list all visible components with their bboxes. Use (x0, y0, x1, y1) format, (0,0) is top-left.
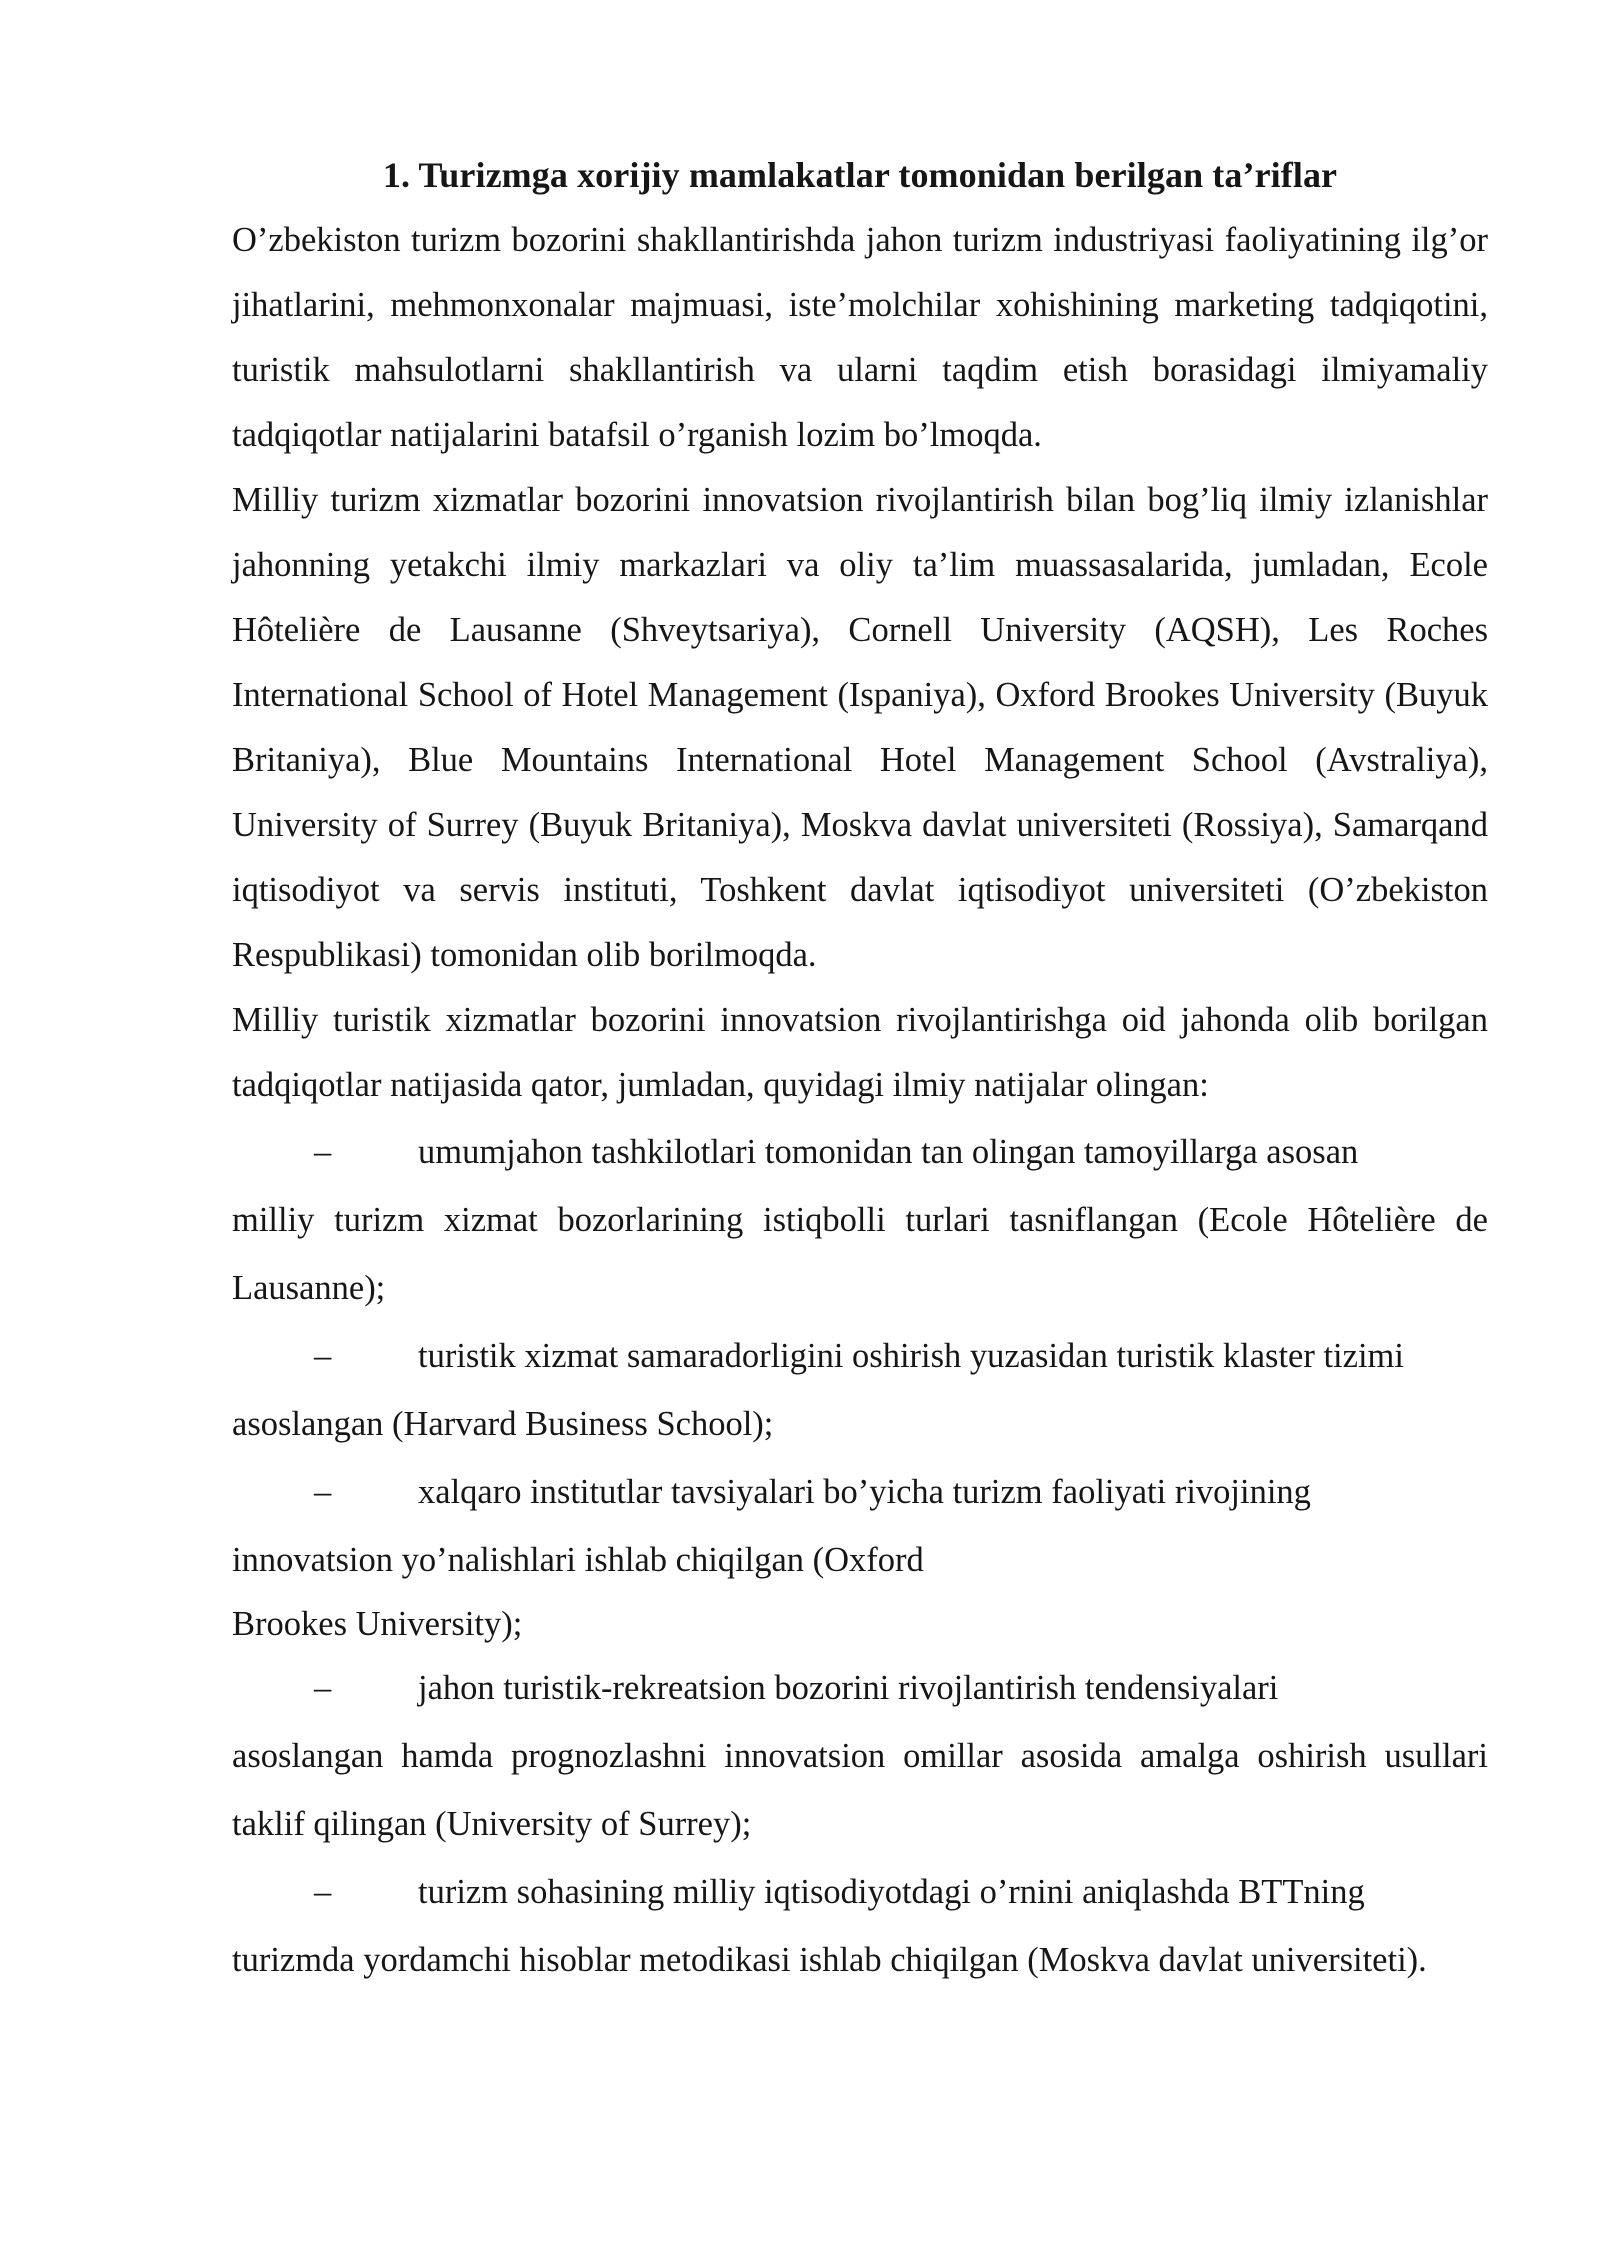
bullet-first-line (232, 1118, 1488, 1186)
bullet-first-text: xalqaro institutlar tavsiyalari bo’yicha turizm faoliyati rivojining (418, 1473, 1311, 1511)
dash-marker: – (314, 1133, 332, 1171)
bullet-item (232, 1858, 1488, 1994)
dash-marker: – (314, 1337, 332, 1375)
bullet-continuation: Brookes University); (232, 1605, 523, 1643)
section-heading: 1. Turizmga xorijiy mamlakatlar tomonidan berilgan ta’riflar (382, 155, 1338, 195)
dash-marker: – (314, 1669, 332, 1707)
bullet-item (232, 1118, 1488, 1322)
paragraph-research-centers: Milliy turizm xizmatlar bozorini innovatsion rivojlantirish bilan bog’liq ilmiy izlanishlar jahonning yetakchi ilmiy markazlari va oliy ta’lim muassasalarida, jumladan, Ecole Hôtelière de Lausanne (Shveytsariya), Cornell University (AQSH), Les Roches International School of Hotel Management (Ispaniya), Oxford Brookes University (Buyuk Britaniya), Blue Mountains International Hotel Management School (Avstraliya), University of Surrey (Buyuk Britaniya), Moskva davlat universiteti (Rossiya), Samarqand iqtisodiyot va servis instituti, Toshkent davlat iqtisodiyot universiteti (O’zbekiston Respublikasi) tomonidan olib borilmoqda. (232, 481, 1488, 974)
bullet-first-text: turizm sohasining milliy iqtisodiyotdagi o’rnini aniqlashda BTTning (418, 1873, 1365, 1911)
bullet-item (232, 1654, 1488, 1858)
bullet-continuation: asoslangan (Harvard Business School); (232, 1405, 774, 1443)
bullet-first-text: turistik xizmat samaradorligini oshirish yuzasidan turistik klaster tizimi (418, 1337, 1404, 1375)
bullet-item (232, 1322, 1488, 1458)
paragraph-intro: O’zbekiston turizm bozorini shakllantirishda jahon turizm industriyasi faoliyatining ilg’or jihatlarini, mehmonxonalar majmuasi, iste’molchilar xohishining marketing tadqiqotini, turistik mahsulotlarni shakllantirish va ularni taqdim etish borasidagi ilmiyamaliy tadqiqotlar natijalarini batafsil o’rganish lozim bo’lmoqda. (232, 221, 1488, 454)
bullet-first-line (232, 1858, 1488, 1926)
dash-marker: – (314, 1473, 332, 1511)
bullet-first-line (232, 1654, 1488, 1722)
bullet-continuation: innovatsion yo’nalishlari ishlab chiqilgan (Oxford (232, 1541, 924, 1579)
bullet-continuation: asoslangan hamda prognozlashni innovatsion omillar asosida amalga oshirish usullari taklif qilingan (University of Surrey); (232, 1737, 1488, 1843)
bullet-first-line (232, 1322, 1488, 1390)
bullet-continuation: turizmda yordamchi hisoblar metodikasi ishlab chiqilgan (Moskva davlat universiteti). (232, 1941, 1427, 1979)
bullet-item (232, 1458, 1488, 1654)
bullet-first-text: jahon turistik-rekreatsion bozorini rivojlantirish tendensiyalari (418, 1669, 1279, 1707)
bullet-first-text: umumjahon tashkilotlari tomonidan tan olingan tamoyillarga asosan (418, 1133, 1359, 1171)
bullet-first-line (232, 1458, 1488, 1526)
paragraph-results-lead: Milliy turistik xizmatlar bozorini innovatsion rivojlantirishga oid jahonda olib borilgan tadqiqotlar natijasida qator, jumladan, quyidagi ilmiy natijalar olingan: (232, 1001, 1488, 1104)
document-page (232, 150, 1488, 1994)
bullet-continuation: milliy turizm xizmat bozorlarining istiqbolli turlari tasniflangan (Ecole Hôtelière de Lausanne); (232, 1201, 1488, 1307)
dash-marker: – (314, 1873, 332, 1911)
